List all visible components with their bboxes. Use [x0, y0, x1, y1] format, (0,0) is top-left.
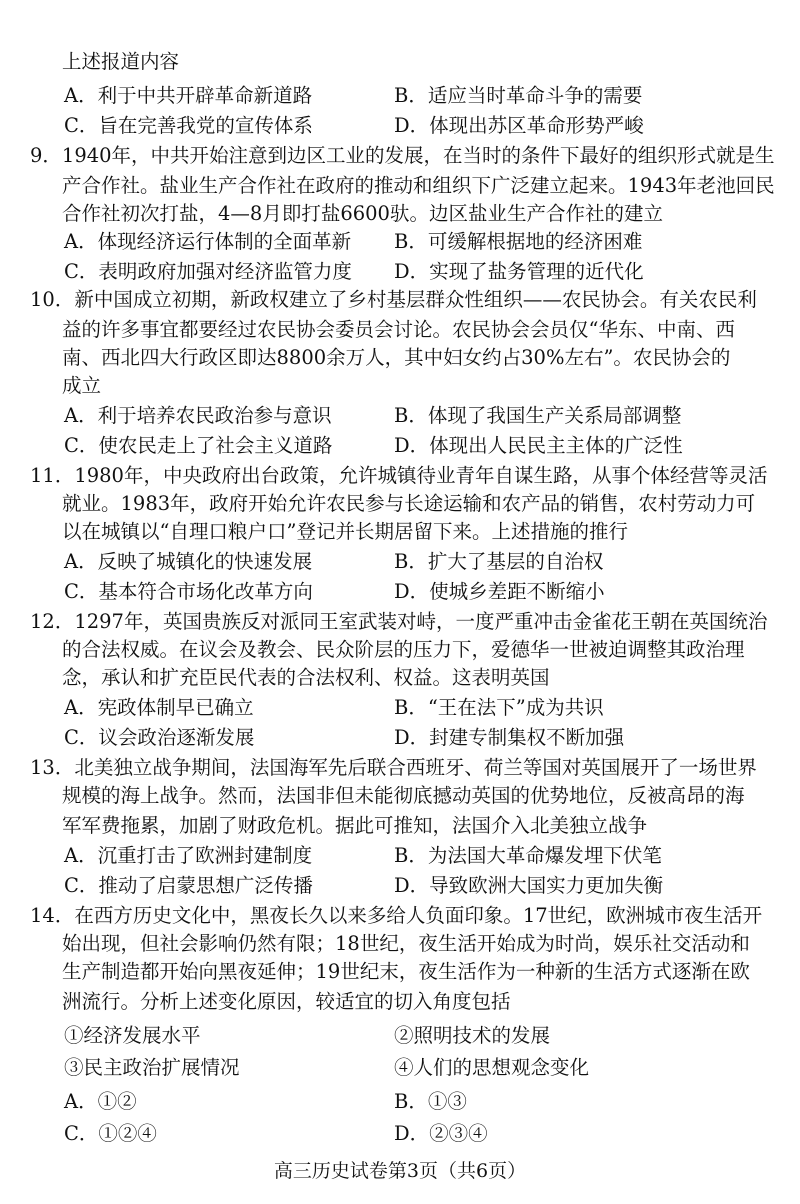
q10-option-b: B．体现了我国生产关系局部调整 — [394, 404, 682, 427]
q10-stem-line: 成立 — [62, 374, 102, 397]
q8-option-b: B．适应当时革命斗争的需要 — [394, 84, 643, 107]
q13-stem-line: 规模的海上战争。然而，法国非但未能彻底撼动英国的优势地位，反被高昂的海 — [62, 784, 745, 807]
q12-stem-line: 12．1297年，英国贵族反对派同王室武装对峙，一度严重冲击金雀花王朝在英国统治 — [30, 610, 768, 633]
q10-option-a: A．利于培养农民政治参与意识 — [64, 404, 332, 427]
q12-option-b: B．“王在法下”成为共识 — [394, 696, 604, 719]
page-footer: 高三历史试卷第3页（共6页） — [273, 1160, 527, 1182]
q8-option-d: D．体现出苏区革命形势严峻 — [394, 114, 644, 137]
q9-stem-line: 合作社初次打盐，4—8月即打盐6600驮。边区盐业生产合作社的建立 — [62, 202, 663, 225]
q13-option-a: A．沉重打击了欧洲封建制度 — [64, 844, 313, 867]
q9-stem-line: 产合作社。盐业生产合作社在政府的推动和组织下广泛建立起来。1943年老池回民 — [62, 174, 775, 197]
q12-option-c: C．议会政治逐渐发展 — [64, 726, 255, 749]
q14-stem-line: 生产制造都开始向黑夜延伸；19世纪末，夜生活作为一种新的生活方式逐渐在欧 — [62, 960, 750, 983]
q13-stem-line: 13．北美独立战争期间，法国海军先后联合西班牙、荷兰等国对英国展开了一场世界 — [30, 756, 757, 779]
q9-option-a: A．体现经济运行体制的全面革新 — [64, 230, 352, 253]
q14-item-2: ②照明技术的发展 — [394, 1024, 551, 1047]
q12-stem-line: 的合法权威。在议会及教会、民众阶层的压力下，爱德华一世被迫调整其政治理 — [62, 638, 745, 661]
q11-option-c: C．基本符合市场化改革方向 — [64, 580, 313, 603]
q14-stem-line: 洲流行。分析上述变化原因，较适宜的切入角度包括 — [62, 990, 511, 1013]
q14-item-1: ①经济发展水平 — [64, 1024, 201, 1047]
q11-stem-line: 以在城镇以“自理口粮户口”登记并长期居留下来。上述措施的推行 — [62, 520, 628, 543]
q13-option-b: B．为法国大革命爆发埋下伏笔 — [394, 844, 662, 867]
q10-stem-line: 益的许多事宜都要经过农民协会委员会讨论。农民协会会员仅“华东、中南、西 — [62, 318, 735, 341]
q14-stem-line: 始出现，但社会影响仍然有限；18世纪，夜生活开始成为时尚，娱乐社交活动和 — [62, 932, 750, 955]
q13-option-d: D．导致欧洲大国实力更加失衡 — [394, 874, 664, 897]
q10-stem-line: 南、西北四大行政区即达8800余万人，其中妇女约占30%左右”。农民协会的 — [62, 346, 731, 369]
q14-option-d: D．②③④ — [394, 1122, 488, 1145]
q9-option-b: B．可缓解根据地的经济困难 — [394, 230, 643, 253]
q14-option-a: A．①② — [64, 1090, 137, 1113]
q11-stem-line: 就业。1983年，政府开始允许农民参与长途运输和农产品的销售，农村劳动力可 — [62, 492, 756, 515]
q11-stem-line: 11．1980年，中央政府出台政策，允许城镇待业青年自谋生路，从事个体经营等灵活 — [30, 464, 768, 487]
q14-item-3: ③民主政治扩展情况 — [64, 1056, 240, 1079]
q9-option-d: D．实现了盐务管理的近代化 — [394, 260, 644, 283]
q11-option-a: A．反映了城镇化的快速发展 — [64, 550, 313, 573]
q11-option-b: B．扩大了基层的自治权 — [394, 550, 604, 573]
q14-stem-line: 14．在西方历史文化中，黑夜长久以来多给人负面印象。17世纪，欧洲城市夜生活开 — [30, 904, 763, 927]
q8-stem-line: 上述报道内容 — [62, 50, 180, 73]
q10-stem-line: 10．新中国成立初期，新政权建立了乡村基层群众性组织——农民协会。有关农民利 — [30, 288, 757, 311]
q9-option-c: C．表明政府加强对经济监管力度 — [64, 260, 352, 283]
q11-option-d: D．使城乡差距不断缩小 — [394, 580, 605, 603]
q12-option-a: A．宪政体制早已确立 — [64, 696, 254, 719]
q10-option-d: D．体现出人民民主主体的广泛性 — [394, 434, 683, 457]
q12-stem-line: 念，承认和扩充臣民代表的合法权利、权益。这表明英国 — [62, 666, 550, 689]
q14-option-b: B．①③ — [394, 1090, 467, 1113]
q10-option-c: C．使农民走上了社会主义道路 — [64, 434, 333, 457]
q13-stem-line: 军军费拖累，加剧了财政危机。据此可推知，法国介入北美独立战争 — [62, 814, 648, 837]
q8-option-a: A．利于中共开辟革命新道路 — [64, 84, 313, 107]
q9-stem-line: 9．1940年，中共开始注意到边区工业的发展，在当时的条件下最好的组织形式就是生 — [30, 144, 775, 167]
q14-option-c: C．①②④ — [64, 1122, 157, 1145]
q13-option-c: C．推动了启蒙思想广泛传播 — [64, 874, 313, 897]
q14-item-4: ④人们的思想观念变化 — [394, 1056, 590, 1079]
q8-option-c: C．旨在完善我党的宣传体系 — [64, 114, 313, 137]
q12-option-d: D．封建专制集权不断加强 — [394, 726, 625, 749]
